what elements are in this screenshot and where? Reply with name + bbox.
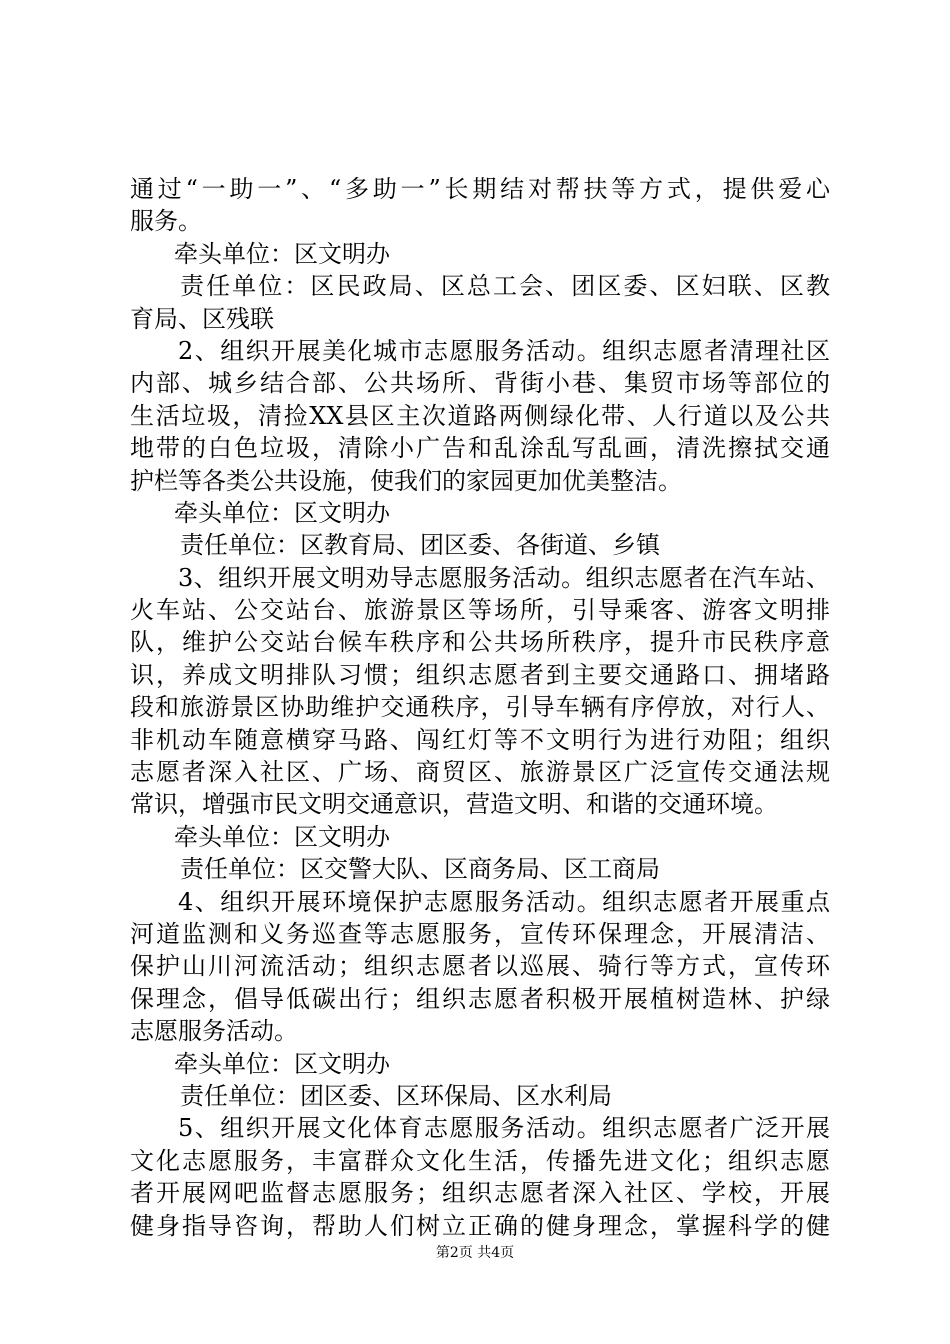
text-line: 地带的白色垃圾，清除小广告和乱涂乱写乱画，清洗擦拭交通	[130, 434, 830, 463]
paragraph-start-line: 4、组织开展环境保护志愿服务活动。组织志愿者开展重点	[178, 887, 830, 916]
responsible-unit-line: 责任单位：团区委、区环保局、区水利局	[180, 1081, 612, 1110]
text-line: 内部、城乡结合部、公共场所、背街小巷、集贸市场等部位的	[130, 369, 830, 398]
text-line: 护栏等各类公共设施，使我们的家园更加优美整洁。	[130, 466, 682, 495]
text-line: 生活垃圾，清捡XX县区主次道路两侧绿化带、人行道以及公共	[130, 401, 830, 430]
responsible-unit-line: 责任单位：区教育局、团区委、各街道、乡镇	[180, 531, 660, 560]
text-line: 非机动车随意横穿马路、闯红灯等不文明行为进行劝阻；组织	[130, 725, 830, 754]
page-footer	[0, 1243, 950, 1263]
text-line: 通过“一助一”、“多助一”长期结对帮扶等方式，提供爱心	[130, 175, 830, 203]
lead-unit-line: 牵头单位：区文明办	[174, 498, 390, 527]
text-line: 志愿者深入社区、广场、商贸区、旅游景区广泛宣传交通法规	[130, 758, 830, 787]
text-line: 健身指导咨询，帮助人们树立正确的健身理念，掌握科学的健	[130, 1211, 830, 1240]
paragraph-start-line: 3、组织开展文明劝导志愿服务活动。组织志愿者在汽车站、	[178, 563, 830, 592]
lead-unit-line: 牵头单位：区文明办	[174, 239, 390, 268]
text-line: 保理念，倡导低碳出行；组织志愿者积极开展植树造林、护绿	[130, 984, 830, 1013]
page-number: 第2页 共4页	[435, 1245, 515, 1261]
lead-unit-line: 牵头单位：区文明办	[174, 1049, 390, 1078]
text-line: 保护山川河流活动；组织志愿者以巡展、骑行等方式，宣传环	[130, 952, 830, 981]
text-line: 志愿服务活动。	[130, 1017, 298, 1046]
text-line: 育局、区残联	[130, 304, 274, 333]
text-line: 服务。	[130, 207, 202, 236]
text-line: 识，养成文明排队习惯；组织志愿者到主要交通路口、拥堵路	[130, 660, 830, 689]
lead-unit-line: 牵头单位：区文明办	[174, 822, 390, 851]
text-line: 常识，增强市民文明交通意识，营造文明、和谐的交通环境。	[130, 790, 778, 819]
text-line: 文化志愿服务，丰富群众文化生活，传播先进文化；组织志愿	[130, 1146, 830, 1175]
responsible-unit-line: 责任单位：区民政局、区总工会、团区委、区妇联、区教	[180, 272, 830, 301]
responsible-unit-line: 责任单位：区交警大队、区商务局、区工商局	[180, 855, 660, 884]
text-line: 者开展网吧监督志愿服务；组织志愿者深入社区、学校，开展	[130, 1179, 830, 1208]
text-line: 河道监测和义务巡查等志愿服务，宣传环保理念，开展清洁、	[130, 919, 830, 948]
text-line: 段和旅游景区协助维护交通秩序，引导车辆有序停放，对行人、	[130, 693, 830, 722]
paragraph-start-line: 5、组织开展文化体育志愿服务活动。组织志愿者广泛开展	[178, 1114, 830, 1143]
text-line: 火车站、公交站台、旅游景区等场所，引导乘客、游客文明排	[130, 596, 830, 625]
text-line: 队，维护公交站台候车秩序和公共场所秩序，提升市民秩序意	[130, 628, 830, 657]
paragraph-start-line: 2、组织开展美化城市志愿服务活动。组织志愿者清理社区	[178, 336, 830, 365]
document-body	[130, 173, 830, 1242]
